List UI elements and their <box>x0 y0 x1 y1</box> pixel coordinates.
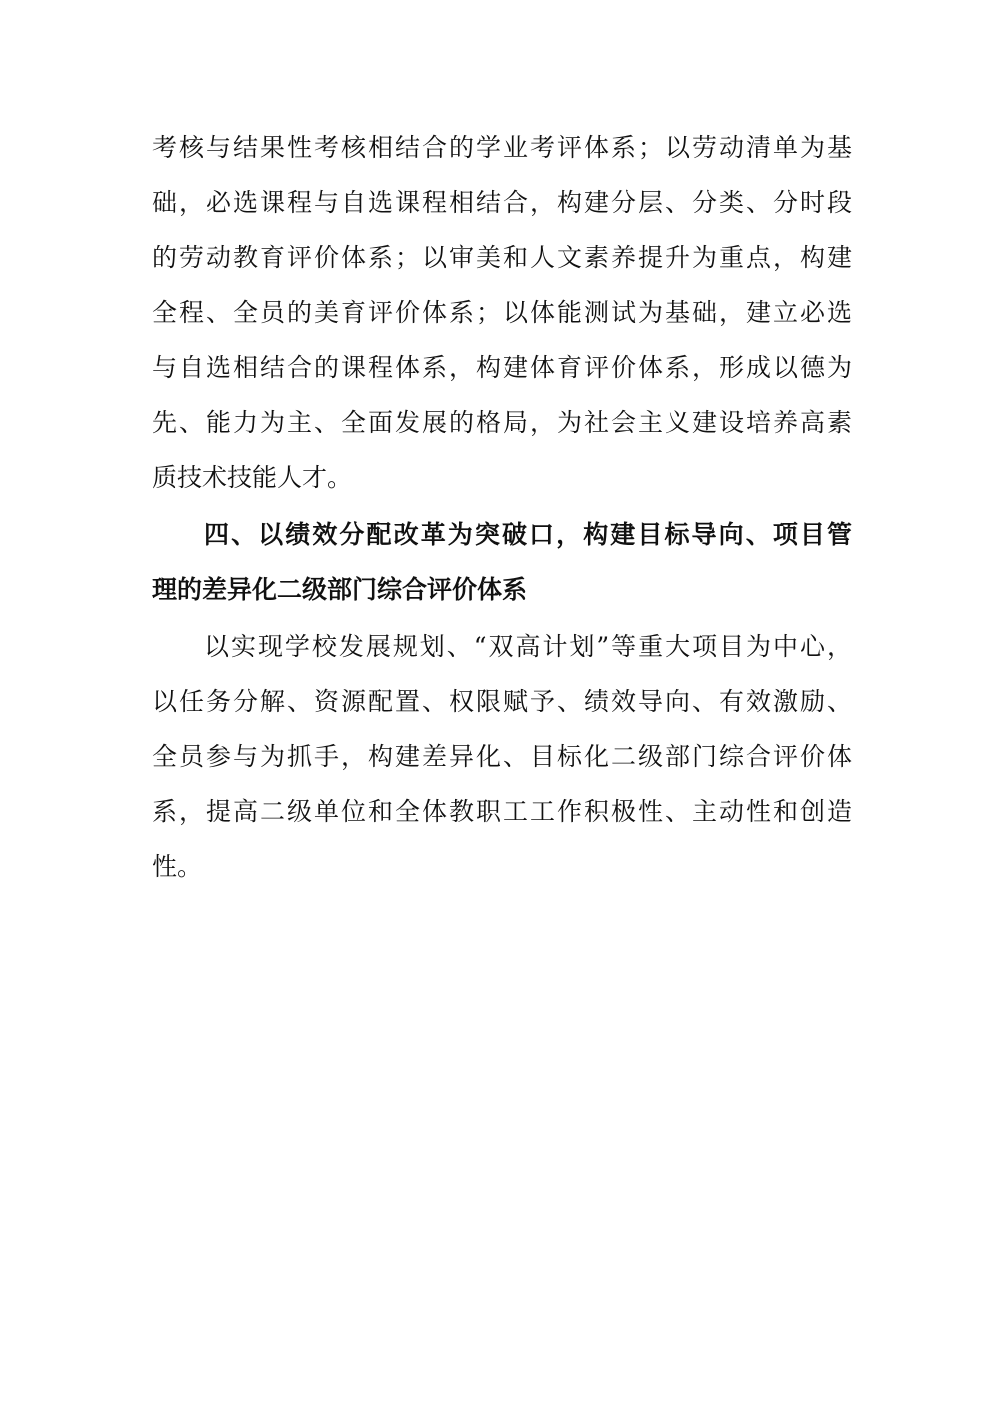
text-line: 考核与结果性考核相结合的学业考评体系；以劳动清单为基 <box>152 133 852 162</box>
section-heading-4 <box>152 507 852 617</box>
text-line: 以实现学校发展规划、“双高计划”等重大项目为中心， <box>204 632 852 661</box>
page-content <box>152 120 852 894</box>
text-line: 先、能力为主、全面发展的格局，为社会主义建设培养高素 <box>152 408 852 437</box>
heading-line: 理的差异化二级部门综合评价体系 <box>152 575 528 604</box>
text-line: 以任务分解、资源配置、权限赋予、绩效导向、有效激励、 <box>152 687 852 716</box>
paragraph-evaluation-systems <box>152 120 852 505</box>
text-line: 的劳动教育评价体系；以审美和人文素养提升为重点，构建 <box>152 243 852 272</box>
text-line: 系，提高二级单位和全体教职工工作积极性、主动性和创造 <box>152 797 852 826</box>
text-line: 础，必选课程与自选课程相结合，构建分层、分类、分时段 <box>152 188 852 217</box>
text-line: 全程、全员的美育评价体系；以体能测试为基础，建立必选 <box>152 298 852 327</box>
paragraph-department-evaluation <box>152 619 852 894</box>
text-line: 质技术技能人才。 <box>152 463 353 492</box>
text-line: 与自选相结合的课程体系，构建体育评价体系，形成以德为 <box>152 353 852 382</box>
text-line: 全员参与为抓手，构建差异化、目标化二级部门综合评价体 <box>152 742 852 771</box>
heading-line: 四、以绩效分配改革为突破口，构建目标导向、项目管 <box>204 520 852 549</box>
text-line: 性。 <box>152 852 203 881</box>
